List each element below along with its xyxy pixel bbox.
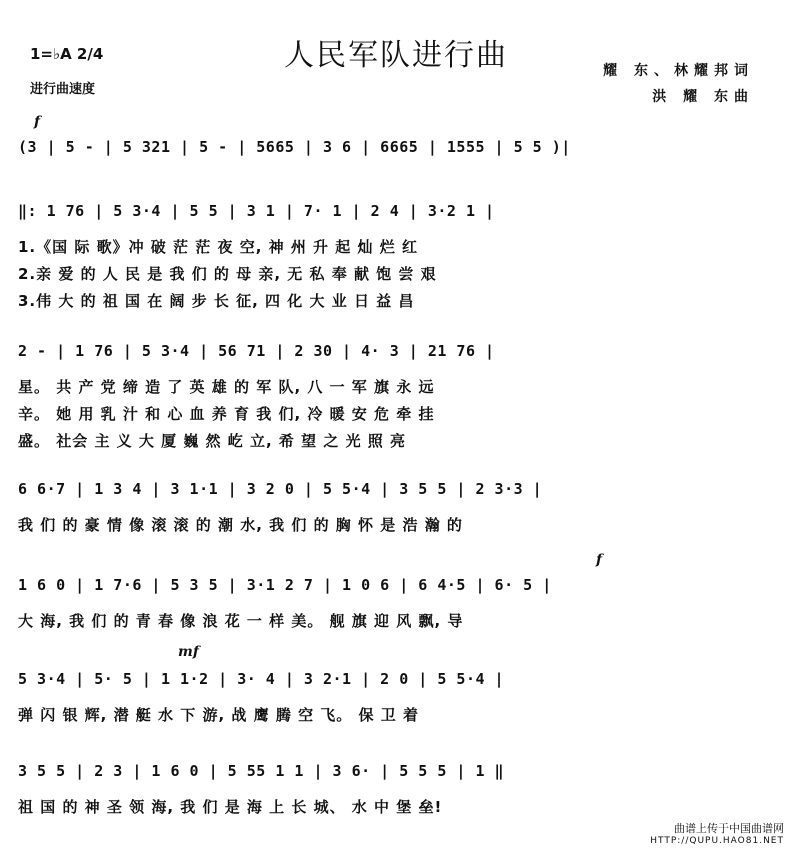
row-1-lyric-verse-3: 3.伟 大 的 祖 国 在 阔 步 长 征, 四 化 大 业 日 益 昌 (18, 292, 415, 310)
intro-notes: (3 | 5 - | 5 321 | 5 - | 5665 | 3 6 | 6665 | 1555 | 5 5 )| (18, 138, 571, 156)
row-1-notes: ‖: 1 76 | 5 3·4 | 5 5 | 3 1 | 7· 1 | 2 4 | 3·2 1 | (18, 202, 495, 220)
key-signature: 1=♭A 2/4 (30, 45, 104, 63)
row-4-lyric: 大 海, 我 们 的 青 春 像 浪 花 一 样 美。 舰 旗 迎 风 飘, 导 (18, 612, 464, 630)
row-4-notes: 1 6 0 | 1 7·6 | 5 3 5 | 3·1 2 7 | 1 0 6 | 6 4·5 | 6· 5 | (18, 576, 552, 594)
lyricist-credit: 耀 东、林耀邦词 (603, 63, 754, 79)
tempo-marking: 进行曲速度 (30, 82, 96, 97)
row-2-lyric-verse-1: 星。 共 产 党 缔 造 了 英 雄 的 军 队, 八 一 军 旗 永 远 (18, 378, 435, 396)
dynamic-mf-row-5: mf (178, 644, 199, 660)
row-5-notes: 5 3·4 | 5· 5 | 1 1·2 | 3· 4 | 3 2·1 | 2 0 | 5 5·4 | (18, 670, 505, 688)
row-5-lyric: 弹 闪 银 辉, 潜 艇 水 下 游, 战 鹰 腾 空 飞。 保 卫 着 (18, 706, 419, 724)
row-1-lyric-verse-2: 2.亲 爱 的 人 民 是 我 们 的 母 亲, 无 私 奉 献 饱 尝 艰 (18, 265, 437, 283)
composer-credit: 洪 耀 东曲 (652, 89, 754, 105)
row-6-notes: 3 5 5 | 2 3 | 1 6 0 | 5 55 1 1 | 3 6· | 5 5 5 | 1 ‖ (18, 762, 505, 780)
row-3-notes: 6 6·7 | 1 3 4 | 3 1·1 | 3 2 0 | 5 5·4 | 3 5 5 | 2 3·3 | (18, 480, 543, 498)
song-title: 人民军队进行曲 (284, 38, 508, 73)
watermark-text: 曲谱上传于中国曲谱网 (674, 822, 784, 835)
watermark-url: HTTP://QUPU.HAO81.NET (650, 836, 784, 846)
row-2-lyric-verse-2: 辛。 她 用 乳 汁 和 心 血 养 育 我 们, 冷 暖 安 危 牵 挂 (18, 405, 435, 423)
dynamic-f-row-4: f (596, 552, 603, 568)
row-2-lyric-verse-3: 盛。 社会 主 义 大 厦 巍 然 屹 立, 希 望 之 光 照 亮 (18, 432, 407, 450)
row-1-lyric-verse-1: 1.《国 际 歌》冲 破 茫 茫 夜 空, 神 州 升 起 灿 烂 红 (18, 238, 418, 256)
dynamic-f-intro: f (34, 114, 41, 130)
row-3-lyric: 我 们 的 豪 情 像 滚 滚 的 潮 水, 我 们 的 胸 怀 是 浩 瀚 的 (18, 516, 463, 534)
row-2-notes: 2 - | 1 76 | 5 3·4 | 56 71 | 2 30 | 4· 3 | 21 76 | (18, 342, 495, 360)
row-6-lyric: 祖 国 的 神 圣 领 海, 我 们 是 海 上 长 城、 水 中 堡 垒! (18, 798, 443, 816)
